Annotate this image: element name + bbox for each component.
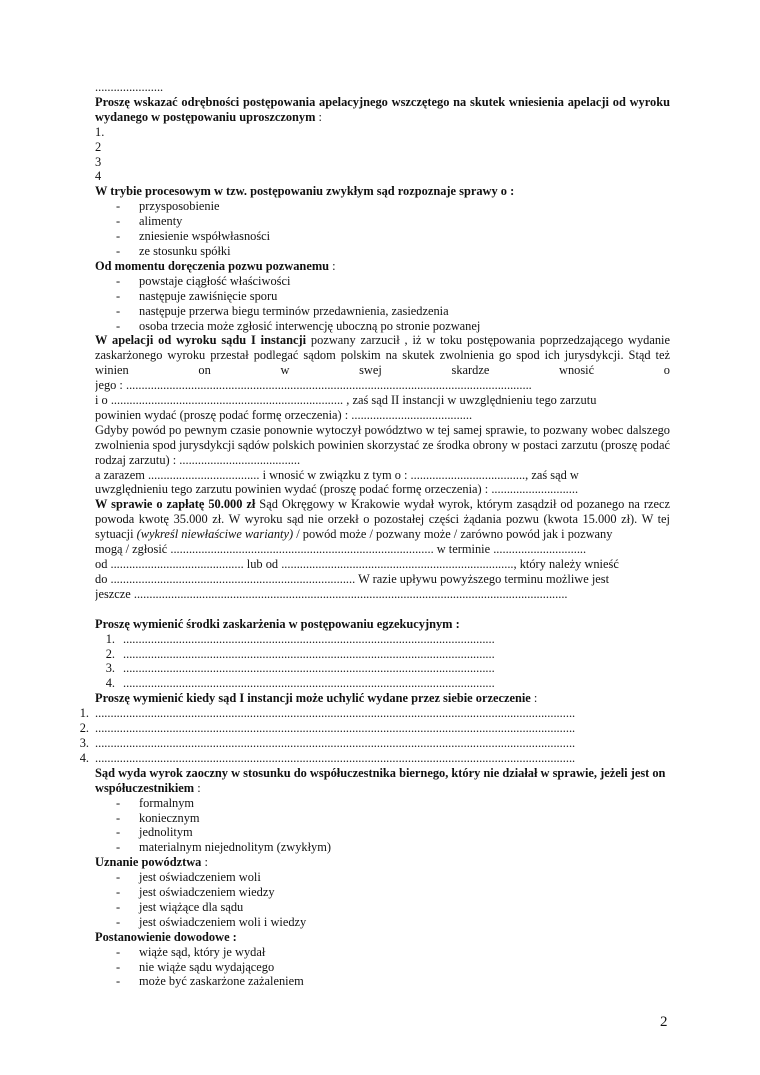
list-item: - następuje zawiśnięcie sporu	[95, 289, 670, 304]
list-item: - powstaje ciągłość właściwości	[95, 274, 670, 289]
list-item: - jest oświadczeniem woli i wiedzy	[95, 915, 670, 930]
numbered-line: 2. ...........................................................................................................................................................	[79, 721, 576, 736]
question-title: W apelacji od wyroku sądu I instancji	[95, 333, 307, 348]
numbered-line: 1. ...........................................................................................................................................................	[79, 706, 576, 721]
fill-line: a zarazem .................................... i wnosić w związku z tym o : ....................................., zaś sąd w	[95, 467, 579, 482]
question-appeal-simplified: Proszę wskazać odrębności postępowania apelacyjnego wszczętego na skutek wniesienia apelacji od wyroku wydanego w postępowaniu uproszczonym :	[95, 94, 670, 124]
answer-number: 1.	[95, 124, 105, 139]
question-service-of-claim: Od momentu doręczenia pozwu pozwanemu :	[95, 258, 336, 273]
numbered-line: 1. ........................................................................................................................	[105, 631, 495, 646]
question-title: Sąd wyda wyrok zaoczny w stosunku do współuczestnika biernego, który nie działał w sprawie, jeżeli jest on współuczestnikiem	[95, 765, 666, 795]
list-item: - alimenty	[95, 214, 670, 229]
numbered-line: 4. ...........................................................................................................................................................	[79, 750, 576, 765]
appeal-paragraph: W apelacji od wyroku sądu I instancji pozwany zarzucił , iż w toku postępowania poprzedzającego wydanie zaskarżonego wyroku przestał podlegać sądom polskim na skutek zwolnienia go spod ich jurysdykcji. Stąd też winien on w swej skardze wnosić o	[95, 333, 670, 378]
question-set-aside: Proszę wymienić kiedy sąd I instancji może uchylić wydane przez siebie orzeczenie :	[95, 691, 538, 706]
list-item: - formalnym	[95, 796, 670, 811]
question-title: Proszę wskazać odrębności postępowania apelacyjnego wszczętego na skutek wniesienia apelacji od wyroku wydanego w postępowaniu uproszczonym	[95, 94, 670, 124]
fill-line: i o ........................................................................... , zaś sąd II instancji w uwzględnieniu tego zarzutu	[95, 393, 597, 408]
question-default-judgment: Sąd wyda wyrok zaoczny w stosunku do współuczestnika biernego, który nie działał w sprawie, jeżeli jest on współuczestnikiem :	[95, 765, 666, 795]
instruction-note: (wykreśl niewłaściwe warianty)	[136, 527, 294, 542]
fill-line: od ........................................... lub od ..........................................................................., który należy wnieść	[95, 557, 619, 571]
payment-case-paragraph: W sprawie o zapłatę 50.000 zł Sąd Okręgowy w Krakowie wydał wyrok, którym zasądził od pozanego na rzecz powoda kwotę 35.000 zł. W wyroku sąd nie orzekł o pozostałej części żądania pozwu (kwota 15.000 zł). W tej sytuacji (wykreśl niewłaściwe warianty) / powód może / pozwany może / zarówno powód jak i pozwany	[95, 497, 671, 542]
question-title: Proszę wymienić środki zaskarżenia w postępowaniu egzekucyjnym :	[95, 616, 460, 631]
question-title: Uznanie powództwa	[95, 855, 202, 870]
list-item: - jest oświadczeniem wiedzy	[95, 885, 670, 900]
question-title: Od momentu doręczenia pozwu pozwanemu	[95, 258, 330, 273]
question-title: W sprawie o zapłatę 50.000 zł	[95, 497, 256, 512]
list-item: - jest oświadczeniem woli	[95, 870, 670, 885]
question-title: W trybie procesowym w tzw. postępowaniu zwykłym sąd rozpoznaje sprawy o :	[95, 184, 515, 199]
document-page	[79, 80, 671, 989]
fill-line: jeszcze ............................................................................................................................................	[95, 586, 568, 601]
list-item: - zniesienie współwłasności	[95, 229, 670, 244]
list-item: - przysposobienie	[95, 199, 670, 214]
fill-line: mogą / zgłosić ..................................................................................... w terminie ..............................	[95, 542, 587, 557]
question-title: Proszę wymienić kiedy sąd I instancji może uchylić wydane przez siebie orzeczenie	[95, 691, 531, 706]
numbered-line: 2. ........................................................................................................................	[105, 646, 495, 661]
answer-number: 2	[95, 139, 102, 154]
fill-line: powinien wydać (proszę podać formę orzeczenia) : .......................................	[95, 407, 473, 422]
top-dots: ......................	[95, 80, 164, 94]
question-title: Postanowienie dowodowe :	[95, 929, 237, 944]
list-item: - wiąże sąd, który je wydał	[95, 945, 670, 960]
numbered-line: 3. ........................................................................................................................	[105, 661, 495, 676]
fill-line: uwzględnieniu tego zarzutu powinien wydać (proszę podać formę orzeczenia) : ............................	[95, 482, 579, 497]
list-item: - osoba trzecia może zgłosić interwencję uboczną po stronie pozwanej	[95, 319, 670, 334]
list-item: - ze stosunku spółki	[95, 244, 670, 259]
answer-number: 3	[95, 154, 102, 169]
list-item: - nie wiąże sądu wydającego	[95, 960, 670, 975]
fill-line: jego : ...................................................................................................................................	[95, 378, 532, 393]
fill-line: do ............................................................................... W razie upływu powyższego terminu możliwe jest	[95, 571, 610, 586]
list-item: - koniecznym	[95, 811, 670, 826]
answer-number: 4	[95, 169, 102, 184]
list-item: - może być zaskarżone zażaleniem	[95, 974, 670, 989]
list-item: - materialnym niejednolitym (zwykłym)	[95, 840, 670, 855]
numbered-line: 3. ...........................................................................................................................................................	[79, 735, 576, 750]
list-item: - jednolitym	[95, 825, 670, 840]
numbered-line: 4. ........................................................................................................................	[105, 676, 495, 691]
list-item: - następuje przerwa biegu terminów przedawnienia, zasiedzenia	[95, 304, 670, 319]
page-number: 2	[660, 1014, 668, 1030]
list-item: - jest wiążące dla sądu	[95, 900, 670, 915]
question-acknowledgment: Uznanie powództwa :	[95, 855, 208, 870]
paragraph: Gdyby powód po pewnym czasie ponownie wytoczył powództwo w tej samej sprawie, to pozwany wobec dalszego zwolnienia spod jurysdykcji sądów polskich powinien skorzystać ze środka obrony w postaci zarzutu (proszę podać rodzaj zarzutu) : .......................................	[95, 422, 670, 467]
